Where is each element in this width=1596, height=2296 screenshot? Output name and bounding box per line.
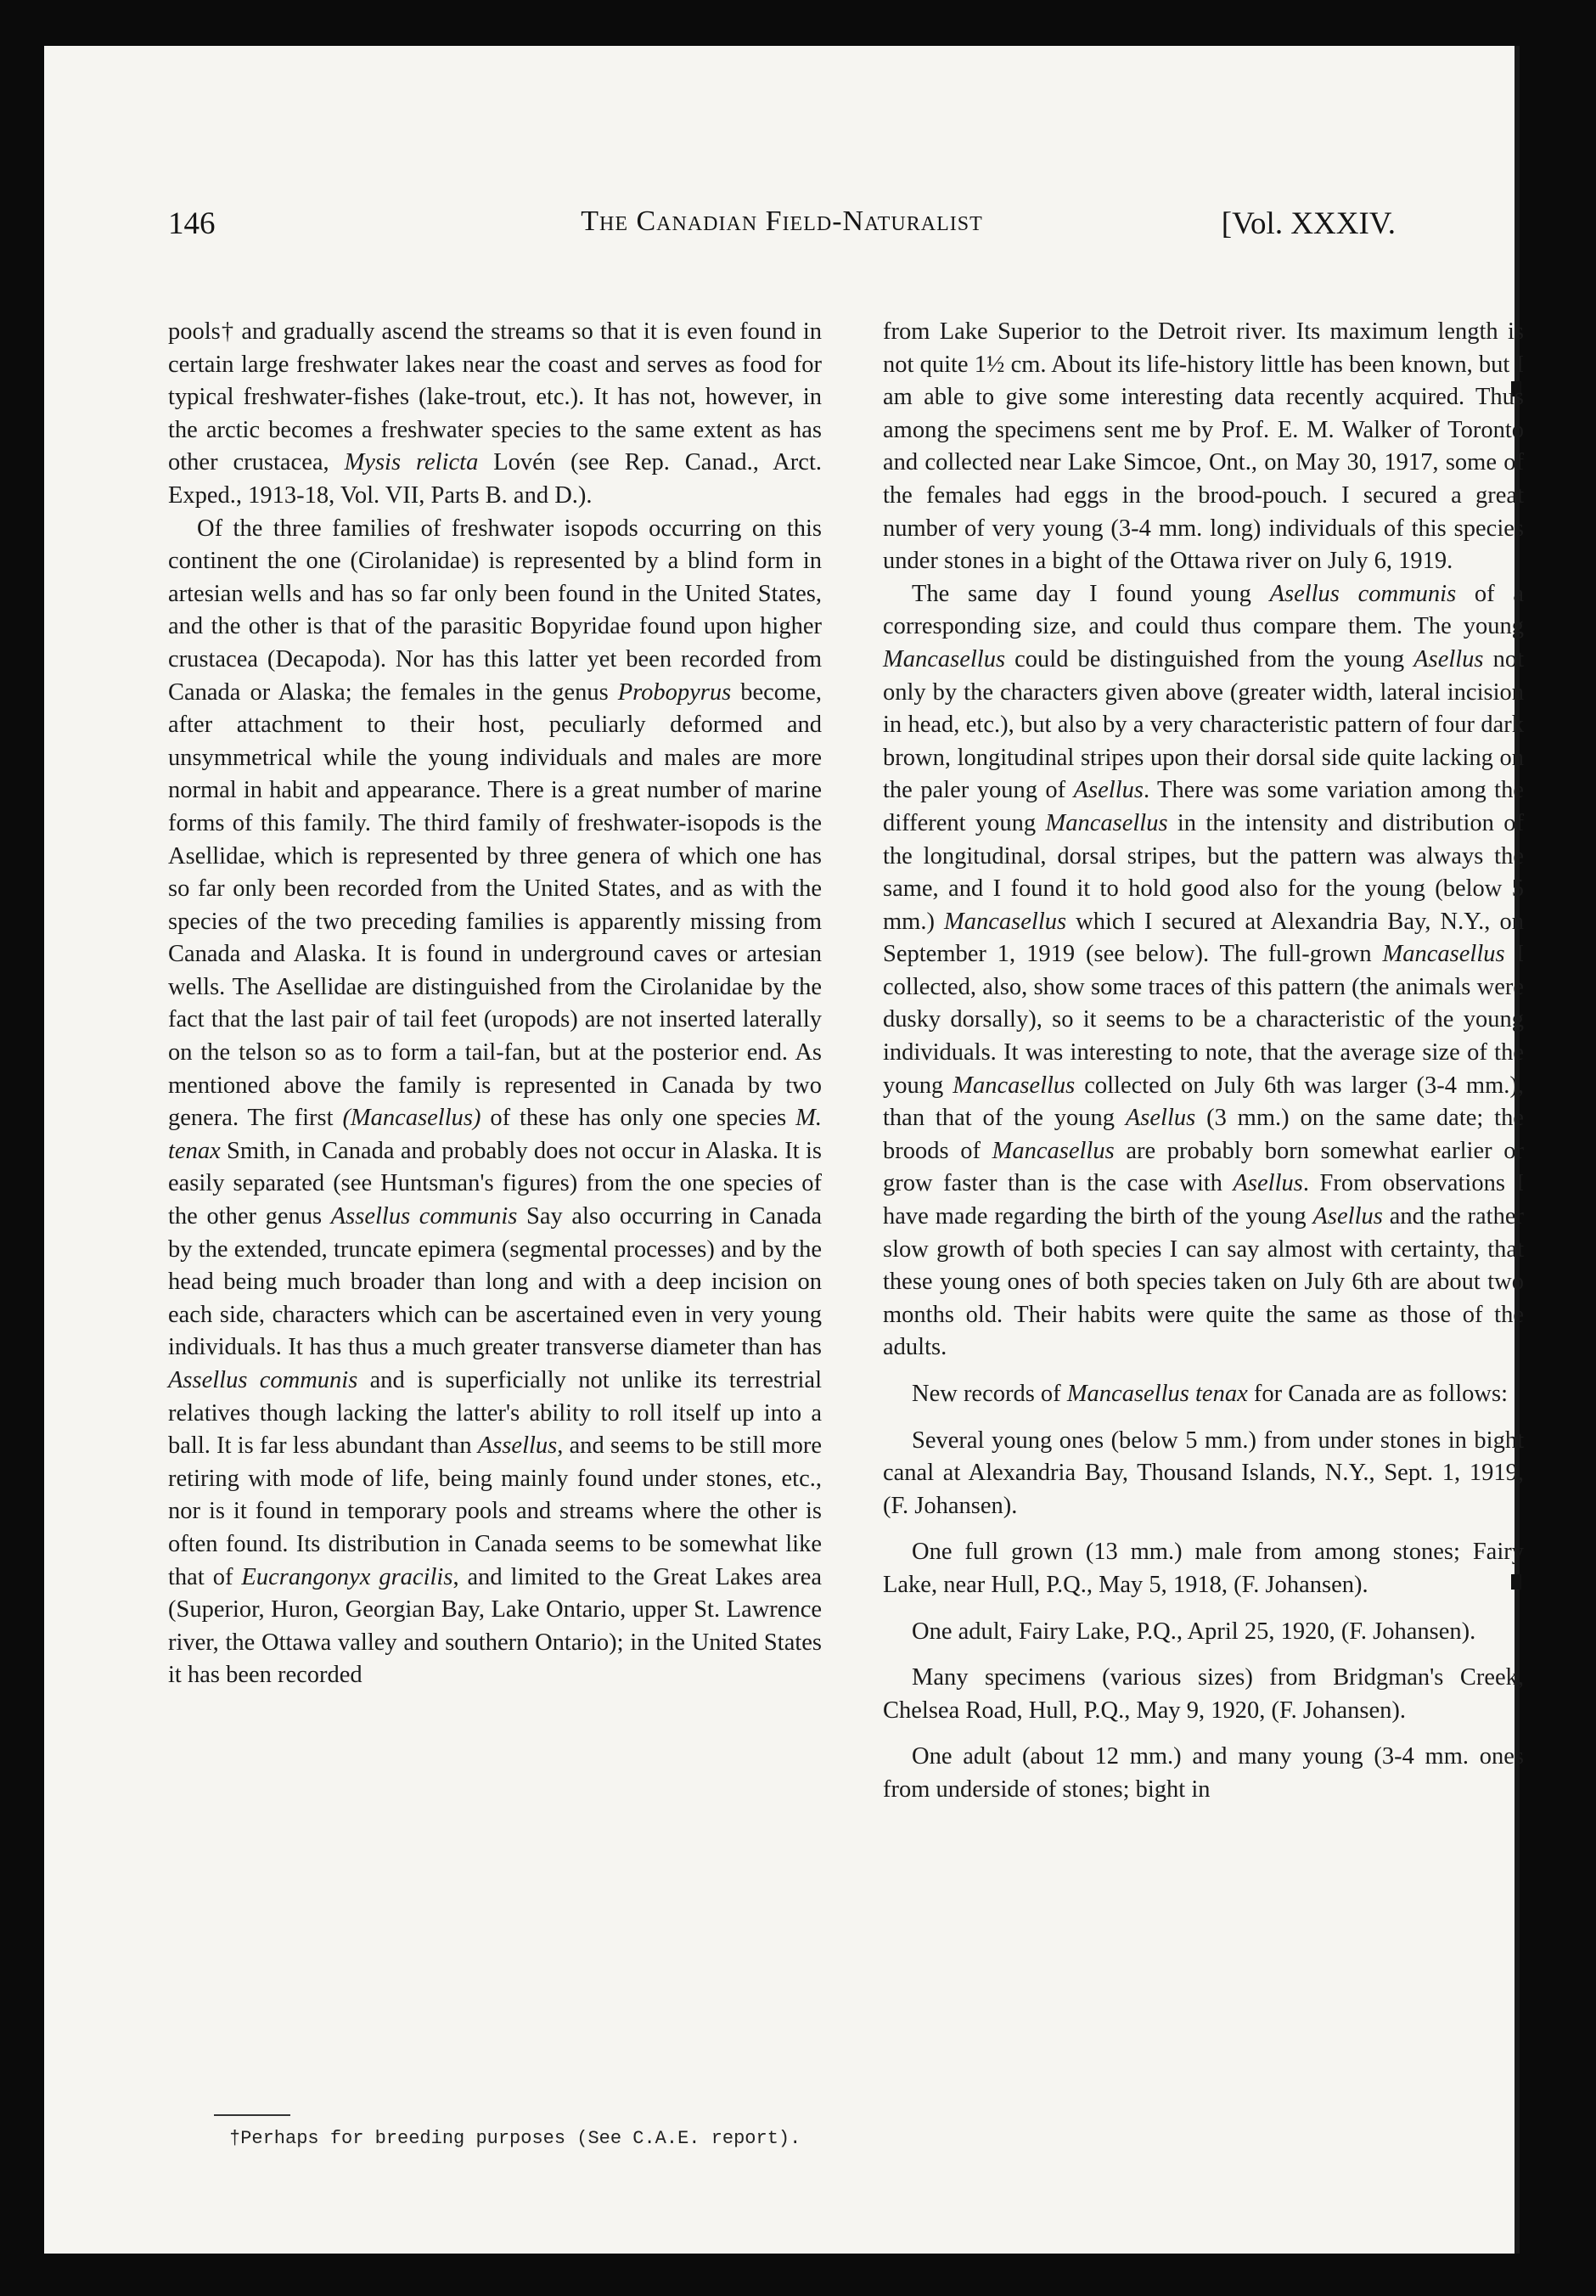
paragraph	[883, 1741, 1524, 1806]
paragraph	[883, 1378, 1524, 1411]
paragraph-text: The same day I found young	[912, 580, 1270, 607]
paragraph-text: , and seems to be still more retiring with mode of life, being mainly found under stones, etc., nor is it found in temporary pools and streams where the other is often found. Its distribution in Canada seems to be somewhat like that of	[168, 1432, 822, 1590]
italic-term: Assellus communis	[168, 1367, 358, 1393]
page-number: 146	[168, 206, 216, 241]
paragraph	[883, 1662, 1524, 1727]
paragraph-text: are probably born somewhat earlier or grow faster than is the case with	[883, 1137, 1524, 1197]
paragraph-text: Smith, in Canada and probably does not occur in Alaska. It is easily separated (see Huntsman's figures) from the one species of the other genus	[168, 1137, 822, 1230]
paragraph-text: Many specimens (various sizes) from Bridgman's Creek, Chelsea Road, Hull, P.Q., May 9, 1920, (F. Johansen).	[883, 1664, 1524, 1724]
running-title: The Canadian Field-Naturalist	[581, 205, 983, 237]
paragraph-text: of a corresponding size, and could thus compare them. The young	[883, 580, 1525, 640]
paragraph-text: Say also occurring in Canada by the extended, truncate epimera (segmental processes) and by the head being much broader than long and with a deep incision on each side, characters which can be ascertained even in very young individuals. It has thus a much greater transverse diameter than has	[168, 1203, 822, 1361]
italic-term: Mancasellus	[1045, 809, 1168, 836]
paragraph-text: in the intensity and distribution of the longitudinal, dorsal stripes, but the pattern was always the same, and I found it to hold good also for the young (below 5 mm.)	[883, 809, 1524, 935]
italic-term: Mancasellus	[992, 1137, 1115, 1164]
italic-term: Probopyrus	[617, 678, 732, 706]
running-header	[168, 205, 1396, 256]
italic-term: M. tenax	[168, 1105, 822, 1164]
paragraph-text: . From observations I have made regarding the birth of the young	[883, 1170, 1525, 1230]
paragraph-text: , and limited to the Great Lakes area (Superior, Huron, Georgian Bay, Lake Ontario, upper St. Lawrence river, the Ottawa valley and southern Ontario); in the United States it has been recorded	[168, 1563, 822, 1689]
italic-term: (Mancasellus)	[342, 1105, 481, 1132]
footnote-rule	[214, 2114, 290, 2116]
paragraph-text: from Lake Superior to the Detroit river. Its maximum length is not quite 1½ cm. About its life-history little has been known, but I am able to give some interesting data recently acquired. Thus among the specimens sent me by Prof. E. M. Walker of Toronto and collected near Lake Simcoe, Ont., on May 30, 1917, some of the females had eggs in the brood-pouch. I secured a great number of very young (3-4 mm. long) individuals of this species under stones in a bight of the Ottawa river on July 6, 1919.	[883, 318, 1524, 575]
italic-term: Mancasellus tenax	[1066, 1381, 1248, 1407]
paragraph-text: Of the three families of freshwater isopods occurring on this continent the one (Cirolanidae) is represented by a blind form in artesian wells and has so far only been found in the United States, and the other is that of the parasitic Bopyridae found upon higher crustacea (Decapoda). Nor has this latter yet been recorded from Canada or Alaska; the females in the genus	[168, 515, 822, 706]
paragraph-text: Lovén (see Rep. Canad., Arct. Exped., 1913-18, Vol. VII, Parts B. and D.).	[168, 449, 822, 509]
paragraph-text: One full grown (13 mm.) male from among stones; Fairy Lake, near Hull, P.Q., May 5, 1918, (F. Johansen).	[883, 1539, 1524, 1598]
paragraph-text: which I secured at Alexandria Bay, N.Y., on September 1, 1919 (see below). The full-grown	[883, 908, 1524, 968]
italic-term: Eucrangonyx gracilis	[241, 1563, 453, 1590]
paragraph	[883, 1536, 1524, 1601]
italic-term: Asellus	[1125, 1105, 1196, 1132]
italic-term: Mancasellus	[883, 645, 1006, 672]
paragraph-text: of these has only one species	[480, 1105, 796, 1132]
paragraph	[883, 1616, 1524, 1649]
volume-label: [Vol. XXXIV.	[1221, 206, 1396, 241]
left-column	[168, 316, 822, 1692]
paragraph-text: could be distinguished from the young	[1005, 645, 1414, 672]
italic-term: Mancasellus	[1382, 941, 1505, 968]
paragraph	[168, 316, 822, 513]
italic-term: Asellus	[1233, 1170, 1303, 1197]
italic-term: Mysis relicta	[344, 449, 479, 476]
right-column	[883, 316, 1524, 1807]
paragraph-text: One adult, Fairy Lake, P.Q., April 25, 1920, (F. Johansen).	[912, 1618, 1476, 1645]
footnote: †Perhaps for breeding purposes (See C.A.E. report).	[229, 2128, 801, 2149]
paragraph-text: Several young ones (below 5 mm.) from under stones in bight canal at Alexandria Bay, Thousand Islands, N.Y., Sept. 1, 1919, (F. Johansen).	[883, 1427, 1524, 1519]
paragraph	[883, 316, 1524, 578]
paragraph-text: and the rather slow growth of both species I can say almost with certainty, that these young ones of both species taken on July 6th are about two months old. Their habits were quite the same as those of the adults.	[883, 1203, 1524, 1361]
paragraph-text: become, after attachment to their host, peculiarly deformed and unsymmetrical while the young individuals and males are more normal in habit and appearance. There is a great number of marine forms of this family. The third family of freshwater-isopods is the Asellidae, which is represented by three genera of which one has so far only been recorded from the United States, and as with the species of the two preceding families is apparently missing from Canada and Alaska. It is found in underground caves or artesian wells. The Asellidae are distinguished from the Cirolanidae by the fact that the last pair of tail feet (uropods) are not inserted laterally on the telson so as to form a tail-fan, but at the posterior end. As mentioned above the family is represented in Canada by two genera. The first	[168, 678, 822, 1132]
document-page	[44, 46, 1525, 2254]
italic-term: Asellus	[1312, 1203, 1383, 1230]
paragraph-text: collected on July 6th was larger (3-4 mm.), than that of the young	[883, 1072, 1524, 1132]
paragraph-text: One adult (about 12 mm.) and many young (3-4 mm. ones from underside of stones; bight in	[883, 1743, 1524, 1803]
italic-term: Asellus communis	[1269, 580, 1457, 607]
paragraph	[168, 513, 822, 1692]
paragraph-text: (3 mm.) on the same date; the broods of	[883, 1105, 1524, 1164]
italic-term: Mancasellus	[953, 1072, 1076, 1099]
paragraph	[883, 1425, 1524, 1523]
paragraph-text: New records of	[912, 1381, 1067, 1407]
paragraph-text: . There was some variation among the different young	[883, 777, 1524, 836]
italic-term: Assellus	[477, 1432, 558, 1460]
paragraph-text: for Canada are as follows:	[1247, 1381, 1508, 1407]
italic-term: Asellus	[1413, 645, 1484, 672]
paragraph	[883, 578, 1524, 1365]
paragraph-text: pools† and gradually ascend the streams so that it is even found in certain large freshwater lakes near the coast and serves as food for typical freshwater-fishes (lake-trout, etc.). It has not, however, in the arctic becomes a freshwater species to the same extent as has other crustacea,	[168, 318, 822, 476]
italic-term: Mancasellus	[944, 908, 1067, 935]
paragraph-text: I collected, also, show some traces of this pattern (the animals were dusky dorsally), so it seems to be a characteristic of the young individuals. It was interesting to note, that the average size of the young	[883, 941, 1524, 1099]
paragraph-text: and is superficially not unlike its terrestrial relatives though lacking the latter's ability to roll itself up into a ball. It is far less abundant than	[168, 1367, 822, 1460]
italic-term: Asellus	[1073, 777, 1144, 804]
italic-term: Assellus communis	[330, 1203, 518, 1230]
paragraph-text: not only by the characters given above (greater width, lateral incision in head, etc.), but also by a very characteristic pattern of four dark brown, longitudinal stripes upon their dorsal side quite lacking on the paler young of	[883, 645, 1524, 804]
